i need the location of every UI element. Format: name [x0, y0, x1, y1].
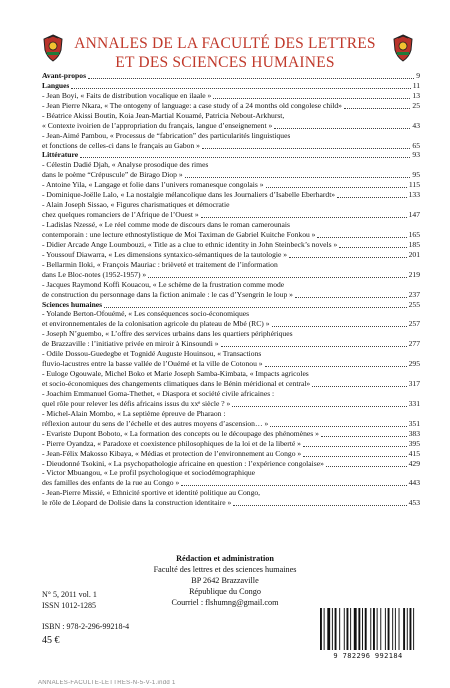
toc-entry [42, 220, 420, 230]
leader-dots [148, 277, 406, 278]
toc-entry [42, 359, 420, 369]
toc-entry [42, 369, 420, 379]
toc-section [42, 151, 420, 161]
toc-text: - Youssouf Diawarra, « Les dimensions syntaxico-sémantiques de la tautologie » [42, 249, 288, 259]
toc-page-number: 25 [412, 100, 420, 110]
toc-text: fluvio-lacustres entre la basse vallée de l’Ouémé et la ville de Cotonou » [42, 359, 263, 369]
leader-dots [303, 456, 406, 457]
toc-entry [42, 399, 420, 409]
toc-text: dans le poème “Crépuscule” de Birago Diop » [42, 170, 183, 180]
barcode-icon [320, 608, 416, 650]
toc-page-number: 13 [412, 90, 420, 100]
toc-entry [42, 329, 420, 339]
toc-entry [42, 478, 420, 488]
toc-entry [42, 459, 420, 469]
journal-title-line2: ET DES SCIENCES HUMAINES [115, 54, 335, 71]
leader-dots [233, 505, 406, 506]
toc-section [42, 300, 420, 310]
toc-text: - Célestin Dadié Djah, « Analyse prosodique des rimes [42, 160, 209, 170]
toc-page-number: 43 [412, 120, 420, 130]
toc-page-number: 147 [408, 210, 420, 220]
toc-text: et environnementales de la colonisation agricole du plateau de Mbé (RC) » [42, 319, 270, 329]
toc-text: - Victor Mbuangou, « Le profil psychologique et sociodémographique [42, 468, 256, 478]
toc-text: contemporain : une lecture ethnostylistique de Moi Taximan de Gabriel Kuitche Fonkou » [42, 229, 316, 239]
toc-text: - Michel-Alain Mombo, « La septième épreuve de Pharaon : [42, 408, 226, 418]
toc-page-number: 257 [408, 319, 420, 329]
leader-dots [274, 128, 410, 129]
leader-dots [265, 366, 407, 367]
toc-entry [42, 141, 420, 151]
toc-entry [42, 389, 420, 399]
toc-page-number: 11 [412, 80, 420, 90]
toc-text: - Béatrice Akissi Boutin, Koia Jean-Martial Kouamé, Patricia Nebout-Arkhurst, [42, 110, 285, 120]
leader-dots [201, 217, 407, 218]
toc-section [42, 71, 420, 81]
toc-text: Littérature [42, 150, 79, 160]
journal-title-line1: ANNALES DE LA FACULTÉ DES LETTRES [74, 35, 376, 52]
toc-page-number: 219 [408, 269, 420, 279]
leader-dots [202, 148, 410, 149]
toc-page-number: 165 [408, 229, 420, 239]
leader-dots [80, 157, 410, 158]
toc-section [42, 81, 420, 91]
toc-text: - Jacques Raymond Koffi Kouacou, « Le schème de la frustration comme mode [42, 279, 285, 289]
toc-entry [42, 280, 420, 290]
leader-dots [321, 436, 407, 437]
toc-entry [42, 409, 420, 419]
leader-dots [339, 247, 406, 248]
toc-page-number: 185 [408, 239, 420, 249]
leader-dots [71, 88, 410, 89]
toc-text: - Ladislas Nzessé, « Le réel comme mode de discours dans le roman camerounais [42, 220, 290, 230]
toc-text: le rôle de Léopard de Dolisie dans la construction identitaire » [42, 498, 232, 508]
toc-text: - Dominique-Joëlle Lalo, « La nostalgie mélancolique dans les Journaliers d’Isabelle Eberhardt» [42, 190, 336, 200]
toc-text: Avant-propos [42, 70, 87, 80]
toc-text: - Jean Pierre Nkara, « The ontogeny of language: a case study of a 24 months old congolese child» [42, 100, 342, 110]
toc-text: - Antoine Yila, « Langage et folie dans l’univers romanesque congolais » [42, 180, 264, 190]
toc-entry [42, 439, 420, 449]
toc-page-number: 383 [408, 428, 420, 438]
toc-text: - Pierre Oyandza, « Paradoxe et coexistence philosophiques de la loi et de la liberté » [42, 438, 301, 448]
toc-page-number: 133 [408, 190, 420, 200]
address-line: République du Congo [189, 587, 261, 596]
leader-dots [312, 386, 406, 387]
isbn-barcode [312, 606, 424, 664]
leader-dots [270, 426, 406, 427]
toc-text: - Jean-Aimé Pambou, « Processus de “fabrication” des particularités linguistiques [42, 130, 291, 140]
toc-text: des familles des enfants de la rue au Congo » [42, 478, 180, 488]
leader-dots [326, 466, 407, 467]
toc-entry [42, 419, 420, 429]
toc-page-number: 237 [408, 289, 420, 299]
address-line: Faculté des lettres et des sciences humaines [153, 565, 297, 574]
toc-page-number: 317 [408, 379, 420, 389]
toc-text: - Alain Joseph Sissao, « Figures charismatiques et démocratie [42, 200, 230, 210]
toc-entry [42, 180, 420, 190]
toc-entry [42, 270, 420, 280]
toc-page-number: 351 [408, 418, 420, 428]
toc-page-number: 443 [408, 478, 420, 488]
address-line: BP 2642 Brazzaville [191, 576, 259, 585]
leader-dots [104, 307, 406, 308]
toc-entry [42, 488, 420, 498]
toc-text: - Yolande Berton-Ofouémé, « Les conséquences socio-économiques [42, 309, 250, 319]
price: 45 € [42, 635, 60, 646]
toc-text: « Contexte ivoirien de l’appropriation du français, langue d’enseignement » [42, 120, 273, 130]
leader-dots [213, 98, 410, 99]
toc-entry [42, 200, 420, 210]
toc-entry [42, 290, 420, 300]
crest-icon [42, 34, 64, 62]
leader-dots [181, 485, 406, 486]
toc-page-number: 415 [408, 448, 420, 458]
toc-text: et fonctions de celles-ci dans le français au Gabon » [42, 140, 200, 150]
toc-text: chez quelques romanciers de l’Afrique de l’Ouest » [42, 210, 199, 220]
toc-text: - Dieudonné Tsokini, « La psychopathologie africaine en question : l’expérience congolaise» [42, 458, 324, 468]
toc-entry [42, 349, 420, 359]
toc-entry [42, 230, 420, 240]
toc-text: Langues [42, 80, 70, 90]
toc-text: de construction du personnage dans la fiction animale : le cas d’Ysengrin le loup » [42, 289, 293, 299]
redaction-title: Rédaction et administration [176, 554, 274, 563]
toc-page-number: 65 [412, 140, 420, 150]
toc-text: quel rôle pour relever les défis africains issus du xxᵉ siècle ? » [42, 398, 231, 408]
toc-page-number: 295 [408, 359, 420, 369]
barcode-number: 9 782296 992184 [333, 652, 403, 660]
leader-dots [266, 187, 407, 188]
toc-entry [42, 498, 420, 508]
toc-entry [42, 170, 420, 180]
toc-text: - Jean Boyi, « Faits de distribution vocalique en ilaale » [42, 90, 212, 100]
toc-entry [42, 240, 420, 250]
toc-entry [42, 210, 420, 220]
toc-entry [42, 379, 420, 389]
toc-entry [42, 91, 420, 101]
toc-page-number: 9 [416, 70, 420, 80]
toc-page-number: 95 [412, 170, 420, 180]
toc-entry [42, 121, 420, 131]
isbn: ISBN : 978-2-296-99218-4 [42, 622, 130, 631]
email-line: Courriel : flshumng@gmail.com [171, 598, 279, 607]
leader-dots [185, 177, 411, 178]
toc-entry [42, 131, 420, 141]
toc-entry [42, 449, 420, 459]
toc-text: réflexion autour du sens de l’échelle et des autres moyens d’ascension… » [42, 418, 269, 428]
toc-page-number: 277 [408, 339, 420, 349]
toc-entry [42, 260, 420, 270]
issue-number: N° 5, 2011 vol. 1 [42, 590, 97, 599]
toc-text: de Brazzaville : l’initiative privée en miroir à Kinsoundi » [42, 339, 219, 349]
toc-entry [42, 101, 420, 111]
toc-entry [42, 160, 420, 170]
toc-entry [42, 250, 420, 260]
toc-text: - Evariste Dupont Boboto, « La formation des concepts ou le découpage des phénomènes » [42, 428, 319, 438]
toc-text: dans Le Bloc-notes (1952-1957) » [42, 269, 147, 279]
toc-page-number: 429 [408, 458, 420, 468]
toc-page-number: 115 [408, 180, 420, 190]
toc-text: - Joachim Emmanuel Goma-Thethet, « Diaspora et société civile africaines : [42, 388, 275, 398]
print-slug: ANNALES-FACULTE-LETTRES-N-5-V-1.indd 1 [38, 680, 176, 686]
toc-page-number: 255 [408, 299, 420, 309]
table-of-contents [42, 71, 420, 508]
toc-text: - Jean-Félix Makosso Kibaya, « Médias et protection de l’environnement au Congo » [42, 448, 302, 458]
leader-dots [317, 237, 406, 238]
toc-entry [42, 310, 420, 320]
toc-entry [42, 469, 420, 479]
toc-text: Sciences humaines [42, 299, 103, 309]
toc-text: - Didier Arcade Ange Loumbouzi, « Title as a clue to ethnic identity in John Steinbeck’s novels » [42, 239, 338, 249]
toc-entry [42, 190, 420, 200]
issn: ISSN 1012-1285 [42, 601, 97, 610]
toc-page-number: 453 [408, 498, 420, 508]
toc-entry [42, 319, 420, 329]
toc-text: - Odile Dossou-Guedegbe et Tognidé Auguste Houinsou, « Transactions [42, 349, 262, 359]
leader-dots [272, 326, 407, 327]
crest-icon [392, 34, 414, 62]
leader-dots [289, 257, 407, 258]
toc-entry [42, 111, 420, 121]
toc-page-number: 93 [412, 150, 420, 160]
toc-text: - Joseph N’guembo, « L’offre des services urbains dans les quartiers périphériques [42, 329, 293, 339]
toc-entry [42, 339, 420, 349]
toc-text: - Euloge Ogouwale, Michel Boko et Marie Joseph Samba-Kimbata, « Impacts agricoles [42, 369, 309, 379]
toc-text: et socio-économiques des changements climatiques dans le Bénin méridional et central» [42, 379, 311, 389]
toc-page-number: 201 [408, 249, 420, 259]
leader-dots [232, 406, 406, 407]
leader-dots [295, 297, 407, 298]
leader-dots [344, 108, 410, 109]
toc-entry [42, 429, 420, 439]
toc-text: - Bellarmin Iloki, « François Mauriac : brièveté et traitement de l’information [42, 259, 278, 269]
leader-dots [337, 197, 407, 198]
toc-page-number: 331 [408, 398, 420, 408]
leader-dots [221, 346, 407, 347]
toc-page-number: 395 [408, 438, 420, 448]
toc-text: - Jean-Pierre Missié, « Ethnicité sportive et identité politique au Congo, [42, 488, 261, 498]
leader-dots [88, 78, 414, 79]
leader-dots [303, 446, 407, 447]
